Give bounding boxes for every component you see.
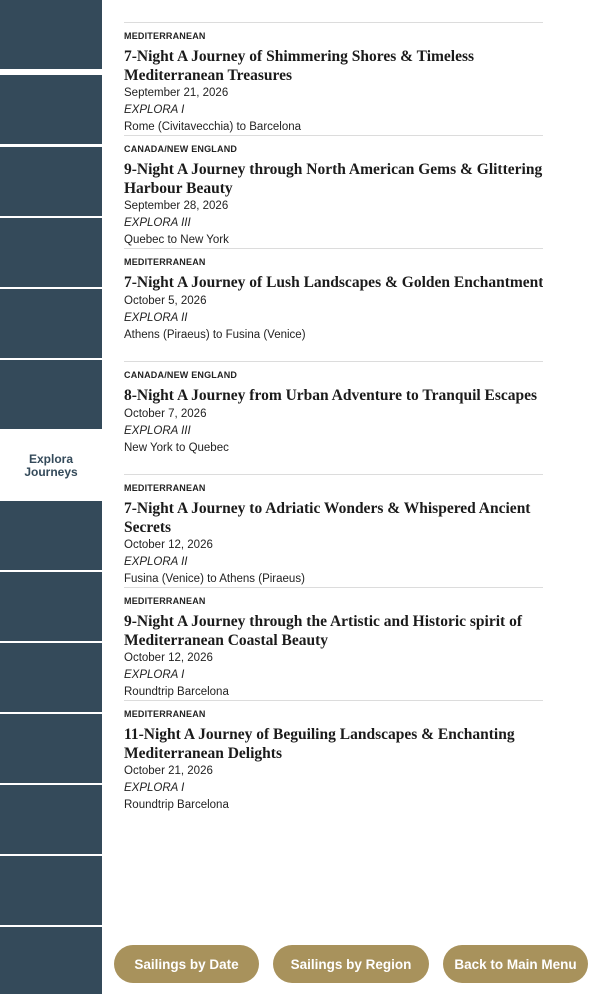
sidebar-tab-explora-journeys[interactable] xyxy=(0,431,102,500)
sidebar-tab-12[interactable] xyxy=(0,785,102,854)
sailings-by-date-button[interactable]: Sailings by Date xyxy=(114,945,259,983)
journey-route: Fusina (Venice) to Athens (Piraeus) xyxy=(124,573,305,585)
sidebar-tab-1[interactable] xyxy=(0,0,102,69)
journey-title: 9-Night A Journey through North American Gems & Glittering Harbour Beauty xyxy=(124,161,543,197)
journey-region: MEDITERRANEAN xyxy=(124,257,206,267)
sailings-by-region-button[interactable]: Sailings by Region xyxy=(273,945,429,983)
journey-region: MEDITERRANEAN xyxy=(124,31,206,41)
sidebar-tab-label: Explora Journeys xyxy=(24,451,78,479)
journey-region: MEDITERRANEAN xyxy=(124,596,206,606)
journey-ship: EXPLORA I xyxy=(124,669,185,681)
journey-ship: EXPLORA III xyxy=(124,424,191,437)
journey-title: 8-Night A Journey from Urban Adventure to Tranquil Escapes xyxy=(124,387,538,404)
sidebar-tab-5[interactable] xyxy=(0,289,102,358)
journey-date: September 28, 2026 xyxy=(124,200,229,212)
sidebar-tab-9[interactable] xyxy=(0,572,102,641)
journey-date: September 21, 2026 xyxy=(124,87,229,99)
journey-date: October 7, 2026 xyxy=(124,407,207,420)
journey-route: Roundtrip Barcelona xyxy=(124,799,229,811)
journey-region: MEDITERRANEAN xyxy=(124,709,206,719)
journey-item[interactable] xyxy=(124,135,543,248)
journey-region: CANADA/NEW ENGLAND xyxy=(124,144,238,154)
journey-ship: EXPLORA I xyxy=(124,782,185,794)
sidebar-nav xyxy=(0,0,102,994)
journey-route: New York to Quebec xyxy=(124,441,229,454)
sidebar-tab-13[interactable] xyxy=(0,856,102,925)
journey-route: Athens (Piraeus) to Fusina (Venice) xyxy=(124,328,306,341)
journey-item[interactable] xyxy=(124,587,543,700)
sidebar-tab-2[interactable] xyxy=(0,75,102,144)
sidebar-tab-3[interactable] xyxy=(0,147,102,216)
journey-ship: EXPLORA II xyxy=(124,311,188,324)
back-to-main-menu-button[interactable]: Back to Main Menu xyxy=(443,945,588,983)
sidebar-tab-10[interactable] xyxy=(0,643,102,712)
journey-title: 9-Night A Journey through the Artistic and Historic spirit of Mediterranean Coastal Beauty xyxy=(124,613,522,649)
journey-item[interactable] xyxy=(124,361,543,474)
journey-title: 7-Night A Journey to Adriatic Wonders & Whispered Ancient Secrets xyxy=(124,500,531,536)
sidebar-tab-4[interactable] xyxy=(0,218,102,287)
journey-ship: EXPLORA I xyxy=(124,104,185,116)
journey-date: October 12, 2026 xyxy=(124,652,213,664)
sidebar-tab-8[interactable] xyxy=(0,501,102,570)
journey-ship: EXPLORA II xyxy=(124,556,188,568)
journey-title: 7-Night A Journey of Lush Landscapes & Golden Enchantment xyxy=(124,274,543,291)
journey-title: 7-Night A Journey of Shimmering Shores & Timeless Mediterranean Treasures xyxy=(124,48,475,84)
journey-route: Rome (Civitavecchia) to Barcelona xyxy=(124,121,302,133)
sidebar-tab-6[interactable] xyxy=(0,360,102,429)
journey-route: Quebec to New York xyxy=(124,234,229,246)
sidebar-tab-11[interactable] xyxy=(0,714,102,783)
journey-item[interactable] xyxy=(124,22,543,135)
journey-item[interactable] xyxy=(124,474,543,587)
journey-region: MEDITERRANEAN xyxy=(124,483,206,493)
journey-list xyxy=(124,22,543,813)
journey-date: October 21, 2026 xyxy=(124,765,213,777)
journey-region: CANADA/NEW ENGLAND xyxy=(124,370,238,380)
journey-date: October 12, 2026 xyxy=(124,539,213,551)
journey-date: October 5, 2026 xyxy=(124,294,207,307)
sidebar-tab-14[interactable] xyxy=(0,927,102,994)
journey-route: Roundtrip Barcelona xyxy=(124,686,229,698)
journey-item[interactable] xyxy=(124,700,543,813)
journey-ship: EXPLORA III xyxy=(124,217,191,229)
journey-item[interactable] xyxy=(124,248,543,361)
journey-title: 11-Night A Journey of Beguiling Landscapes & Enchanting Mediterranean Delights xyxy=(124,726,515,762)
